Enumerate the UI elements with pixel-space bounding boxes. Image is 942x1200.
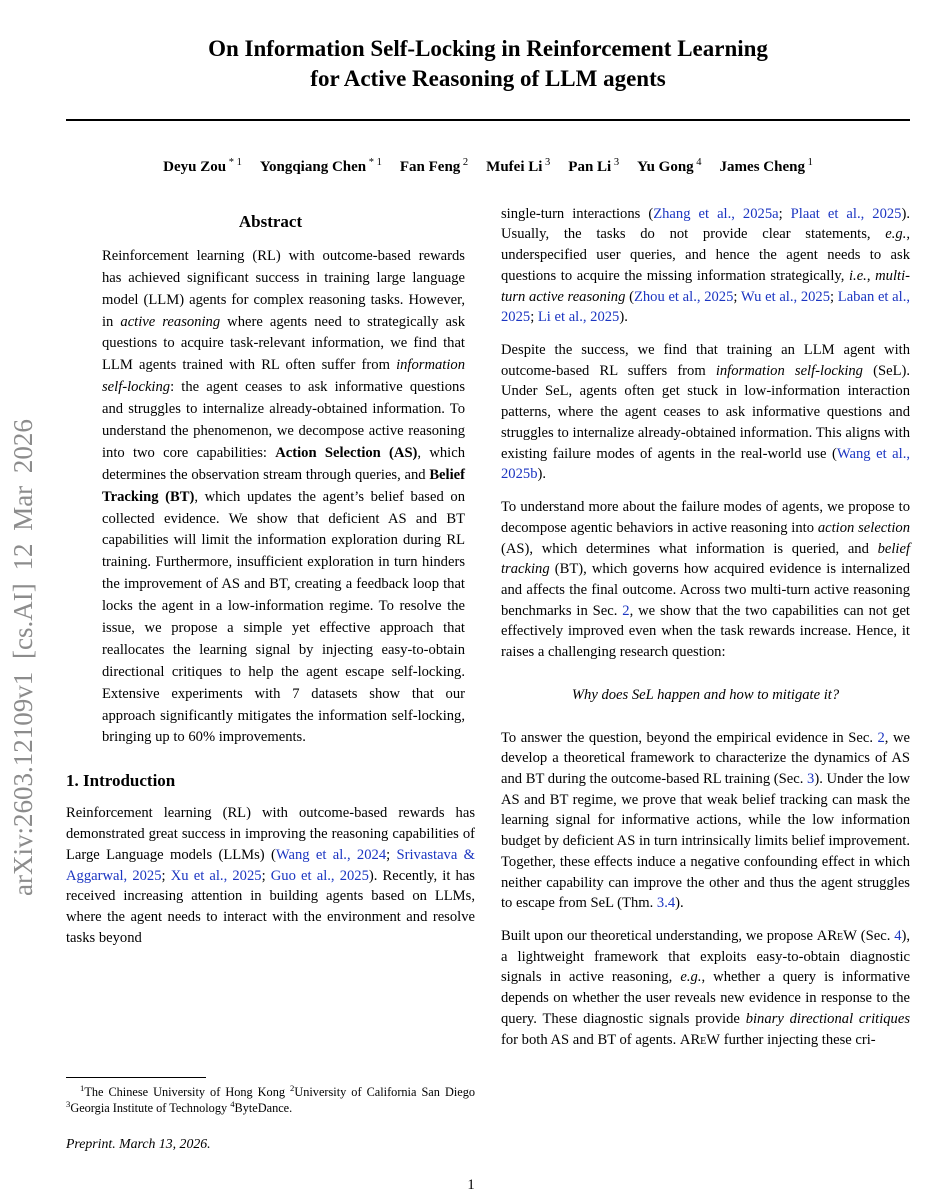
body-paragraph xyxy=(501,340,910,485)
citation-link[interactable]: Wu et al., 2025 xyxy=(740,288,831,305)
author-name: Fan Feng xyxy=(399,158,461,175)
text-segment: To understand more about the failure modes of agents, we propose to decompose agentic behaviors in active reasoning into xyxy=(501,499,910,536)
left-column xyxy=(66,204,475,1154)
text-segment: information self-locking xyxy=(102,357,465,396)
text-segment: : the agent ceases to ask informative questions and struggles to internalize already-obtained information. To understand the phenomenon, we decompose active reasoning into two core capabilities: xyxy=(102,379,465,461)
text-segment: where agents need to strategically ask questions to acquire task-relevant information, we find that LLM agents trained with RL often suffer from xyxy=(102,313,465,374)
text-segment: ). xyxy=(619,309,628,326)
body-paragraph xyxy=(501,497,910,663)
text-segment: Belief Tracking (BT) xyxy=(102,466,465,505)
body-paragraph xyxy=(501,926,910,1050)
author-name: James Cheng xyxy=(719,158,805,175)
citation-link[interactable]: 2 xyxy=(877,729,885,746)
citation-link[interactable]: Wang et al., 2024 xyxy=(275,846,387,863)
text-segment: belief tracking xyxy=(501,540,910,578)
text-segment: (BT), which governs how acquired evidence is internalized and affects the final outcome. Across two multi-turn active reasoning benchmarks in Sec. xyxy=(501,561,910,619)
research-question: Why does SeL happen and how to mitigate it? xyxy=(571,686,840,703)
citation-link[interactable]: 3 xyxy=(807,770,815,787)
author xyxy=(719,156,813,175)
text-segment: ). xyxy=(537,466,546,483)
text-segment: , xyxy=(866,267,876,284)
text-segment: 4 xyxy=(230,1098,235,1109)
text-segment: ). Recently, it has received increasing attention in building agents based on LLMs, where the agent needs to interact with the environment and resolve tasks beyond xyxy=(66,867,475,946)
page-number: 1 xyxy=(467,1177,475,1193)
author-affiliation-mark: * 1 xyxy=(366,156,382,168)
text-segment: multi-turn active reasoning xyxy=(501,267,910,305)
author xyxy=(259,156,382,175)
text-segment: ; xyxy=(386,846,397,863)
body-paragraph xyxy=(501,204,910,328)
text-segment: e.g. xyxy=(885,226,907,243)
citation-link[interactable]: 2 xyxy=(622,602,630,619)
text-segment: 1 xyxy=(80,1082,85,1093)
section-heading-introduction: 1. Introduction xyxy=(66,771,176,791)
paper-title xyxy=(66,34,910,95)
citation-link[interactable]: Zhang et al., 2025a xyxy=(653,205,779,222)
body-paragraph xyxy=(501,728,910,914)
text-segment: , whether a query is informative depends on whether the user reveals new evidence in response to the query. These diagnostic signals provide xyxy=(501,969,910,1027)
text-segment: for both AS and BT of agents. xyxy=(501,1031,680,1048)
citation-link[interactable]: Zhou et al., 2025 xyxy=(633,288,734,305)
two-column-body xyxy=(66,204,910,1154)
text-segment: The Chinese University of Hong Kong xyxy=(84,1084,291,1099)
citation-link[interactable]: Xu et al., 2025 xyxy=(170,867,262,884)
citation-link[interactable]: Srivastava & Aggarwal, 2025 xyxy=(66,846,476,884)
right-column xyxy=(501,204,910,1154)
author-name: Pan Li xyxy=(568,158,612,175)
text-segment: (SeL). Under SeL, agents often get stuck in low-information interaction patterns, where the agent ceases to ask informative questions and struggles to internalize already-obtained information. This aligns with existing failure modes of agents in the real-world use ( xyxy=(501,362,911,462)
author-name: Yu Gong xyxy=(637,158,694,175)
text-segment: 3 xyxy=(66,1098,71,1109)
text-segment: University of California San Diego xyxy=(294,1084,475,1099)
author xyxy=(637,156,702,175)
author-name: Deyu Zou xyxy=(163,158,227,175)
authors-line xyxy=(66,157,910,176)
author-affiliation-mark: 3 xyxy=(542,156,551,168)
text-segment: ByteDance. xyxy=(234,1100,293,1115)
author xyxy=(486,156,551,175)
footnote-block xyxy=(66,1077,475,1154)
text-segment: ; xyxy=(261,867,271,884)
author-name: Yongqiang Chen xyxy=(259,158,367,175)
author-affiliation-mark: 1 xyxy=(804,156,813,168)
author-affiliation-mark: 4 xyxy=(693,156,702,168)
citation-link[interactable]: Li et al., 2025 xyxy=(537,309,620,326)
author xyxy=(568,156,620,175)
text-segment: Reinforcement learning (RL) with outcome-based rewards has demonstrated great success in improving the reasoning capabilities of Large Language models (LLMs) ( xyxy=(66,805,475,863)
paper-content xyxy=(66,0,910,1154)
text-segment: ). Under the low AS and BT regime, we prove that weak belief tracking can mask the learning signal for informative actions, while the low information budget by deficient AS in turn intrinsically limits belief improvement. Together, these effects induce a negative confounding effect in which neither capability can improve the other and thus the agent struggles to escape from SeL (Thm. xyxy=(501,770,910,912)
text-segment: Georgia Institute of Technology xyxy=(70,1100,231,1115)
text-segment: e.g. xyxy=(680,969,702,986)
footnote-rule xyxy=(66,1077,206,1078)
affiliations-footnote xyxy=(66,1084,475,1116)
text-segment: i.e. xyxy=(849,267,867,284)
text-segment: To answer the question, beyond the empirical evidence in Sec. xyxy=(501,729,878,746)
text-segment: ; xyxy=(161,867,171,884)
citation-link[interactable]: Plaat et al., 2025 xyxy=(790,205,902,222)
text-segment: ( xyxy=(625,288,634,305)
text-segment: (Sec. xyxy=(856,928,895,944)
paper-title-line2: for Active Reasoning of LLM agents xyxy=(310,66,666,92)
text-segment: , we show that the two capabilities can not get effectively improved even when the task rewards increase. Hence, it raises a challenging research question: xyxy=(501,602,910,661)
text-segment: Reinforcement learning (RL) with outcome-based rewards has achieved significant success in training large language model (LLM) agents for complex reasoning tasks. However, in xyxy=(102,247,465,330)
text-segment: AReW xyxy=(816,928,857,944)
text-segment: , which determines the observation stream through queries, and xyxy=(102,444,465,483)
abstract-text xyxy=(102,246,465,749)
text-segment: (AS), which determines what information is queried, and xyxy=(501,540,878,557)
citation-link[interactable]: Wang et al., 2025b xyxy=(501,445,910,483)
text-segment: action selection xyxy=(817,519,910,536)
paper-title-line1: On Information Self-Locking in Reinforcement Learning xyxy=(208,36,768,61)
arxiv-watermark: arXiv:2603.12109v1 [cs.AI] 12 Mar 2026 xyxy=(8,419,38,896)
text-segment: ; xyxy=(830,288,838,305)
text-segment: ; xyxy=(530,309,538,326)
title-rule xyxy=(66,119,910,121)
text-segment: Built upon our theoretical understanding, we propose xyxy=(501,928,817,944)
author-affiliation-mark: 2 xyxy=(460,156,469,168)
text-segment: binary directional critiques xyxy=(745,1010,911,1027)
citation-link[interactable]: 3.4 xyxy=(656,895,676,912)
text-segment: Action Selection (AS) xyxy=(275,444,418,461)
text-segment: ; xyxy=(733,288,741,305)
author xyxy=(163,156,242,175)
text-segment: Despite the success, we find that training an LLM agent with outcome-based RL suffers from xyxy=(501,342,910,379)
citation-link[interactable]: 4 xyxy=(894,928,902,944)
text-segment: active reasoning xyxy=(120,313,221,330)
text-segment: information self-locking xyxy=(715,362,863,379)
text-segment: single-turn interactions ( xyxy=(501,205,654,222)
intro-paragraph xyxy=(66,803,475,948)
text-segment: further injecting these cri- xyxy=(720,1031,876,1048)
author-affiliation-mark: * 1 xyxy=(226,156,242,168)
text-segment: 2 xyxy=(290,1082,295,1093)
author-affiliation-mark: 3 xyxy=(611,156,620,168)
text-segment: ), a lightweight framework that exploits easy-to-obtain diagnostic signals in active reasoning, xyxy=(501,928,910,986)
text-segment: , underspecified user queries, and hence the agent needs to ask questions to acquire the missing information strategically, xyxy=(501,226,910,284)
text-segment: , we develop a theoretical framework to characterize the dynamics of AS and BT during the outcome-based RL training (Sec. xyxy=(501,729,910,787)
preprint-note: Preprint. March 13, 2026. xyxy=(66,1136,211,1152)
author xyxy=(399,156,469,175)
author-name: Mufei Li xyxy=(486,158,543,175)
text-segment: , which updates the agent’s belief based on collected evidence. We show that deficient AS and BT capabilities will limit the information exploration during RL training. Furthermore, insufficient exploration in turn hinders the improvement of AS and BT, creating a feedback loop that locks the agent in a low-information regime. To resolve the issue, we propose a simple yet effective approach that reallocates the learning signal by injecting easy-to-obtain directional critiques to help the agent escape self-locking. Extensive experiments with 7 datasets show that our approach significantly mitigates the information self-locking, bringing up to 60% improvements. xyxy=(102,488,465,746)
citation-link[interactable]: Guo et al., 2025 xyxy=(270,867,369,884)
text-segment: AReW xyxy=(679,1031,721,1048)
text-segment: ; xyxy=(778,205,791,222)
abstract-heading: Abstract xyxy=(238,211,303,231)
text-segment: ). Usually, the tasks do not provide clear statements, xyxy=(501,205,910,243)
citation-link[interactable]: Laban et al., 2025 xyxy=(501,288,910,326)
text-segment: ). xyxy=(675,895,684,912)
